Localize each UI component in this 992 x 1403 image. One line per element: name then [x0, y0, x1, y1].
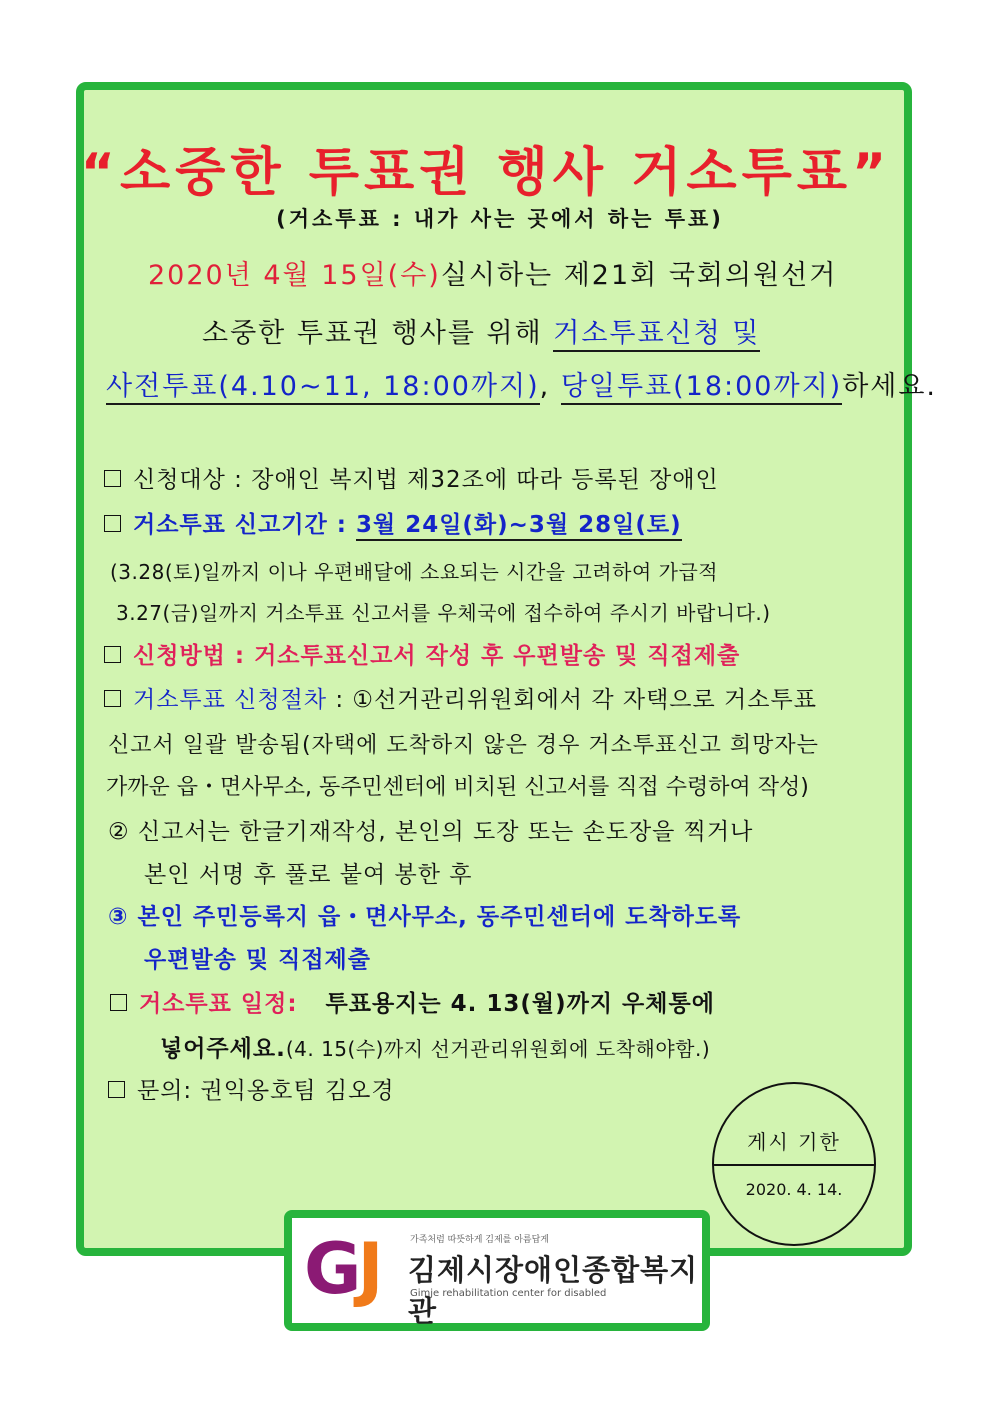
election-name: 실시하는 제21회 국회의원선거 [440, 260, 838, 291]
checkbox-icon [104, 515, 121, 532]
contact-text: 문의: 권익옹호팀 김오경 [137, 1078, 395, 1104]
early-vote-link: 사전투표(4.10~11, 18:00까지) [106, 371, 540, 405]
intro-separator: , [539, 371, 561, 402]
schedule-label: 거소투표 일정: [139, 991, 298, 1017]
schedule-request: 넣어주세요. [160, 1036, 286, 1062]
step-2-line-1: ② 신고서는 한글기재작성, 본인의 도장 또는 손도장을 찍거나 [108, 819, 754, 845]
item-method [104, 637, 740, 670]
item-period [104, 506, 682, 539]
step-2-line-2: 본인 서명 후 풀로 붙여 봉한 후 [144, 862, 473, 888]
intro-line-3 [106, 364, 937, 403]
item-process [104, 681, 817, 714]
poster-subtitle: (거소투표 : 내가 사는 곳에서 하는 투표) [276, 207, 724, 231]
welfare-center-logo [284, 1210, 710, 1331]
logo-tagline: 가족처럼 따뜻하게 김제를 아름답게 [410, 1235, 549, 1245]
intro-ending: 하세요. [842, 371, 938, 402]
period-note-2: 3.27(금)일까지 거소투표 신고서를 우체국에 접수하여 주시기 바랍니다.) [116, 601, 771, 625]
posting-deadline-stamp [712, 1082, 876, 1246]
method-text: 신청방법 : 거소투표신고서 작성 후 우편발송 및 직접제출 [133, 643, 741, 669]
intro-line-2 [202, 311, 760, 350]
process-line-3: 가까운 읍・면사무소, 동주민센터에 비치된 신고서를 직접 수령하여 작성) [106, 775, 809, 800]
intro-text: 소중한 투표권 행사를 위해 [202, 318, 554, 349]
stamp-label: 게시 기한 [747, 1130, 841, 1154]
election-date: 2020년 4월 15일(수) [148, 260, 441, 291]
item-target [104, 461, 719, 494]
process-label: 거소투표 신청절차 [133, 687, 328, 713]
step-3-line-2: 우편발송 및 직접제출 [144, 947, 371, 973]
gj-logo-mark: GJ [304, 1228, 380, 1310]
period-value: 3월 24일(화)~3월 28일(토) [356, 512, 682, 541]
period-label: 거소투표 신고기간 : [133, 512, 356, 538]
checkbox-icon [110, 994, 127, 1011]
process-line-2: 신고서 일괄 발송됨(자택에 도착하지 않은 경우 거소투표신고 희망자는 [108, 733, 819, 758]
checkbox-icon [104, 470, 121, 487]
checkbox-icon [104, 646, 121, 663]
checkbox-icon [104, 690, 121, 707]
step-3-line-1: ③ 본인 주민등록지 읍・면사무소, 동주민센터에 도착하도록 [108, 904, 742, 930]
stamp-date: 2020. 4. 14. [745, 1180, 843, 1199]
absentee-apply-link: 거소투표신청 및 [553, 318, 760, 352]
poster-title: “소중한 투표권 행사 거소투표” [80, 143, 892, 203]
election-day-link: 당일투표(18:00까지) [561, 371, 842, 405]
period-note-1: (3.28(토)일까지 이나 우편배달에 소요되는 시간을 고려하여 가급적 [110, 560, 719, 584]
logo-name: 김제시장애인종합복지관 [408, 1253, 699, 1328]
target-text: 신청대상 : 장애인 복지법 제32조에 따라 등록된 장애인 [133, 467, 719, 493]
stamp-divider [714, 1164, 874, 1166]
schedule-note: (4. 15(수)까지 선거관리위원회에 도착해야함.) [285, 1037, 711, 1061]
schedule-line-2 [160, 1030, 710, 1063]
process-step-1: : ①선거관리위원회에서 각 자택으로 거소투표 [327, 687, 817, 713]
checkbox-icon [108, 1081, 125, 1098]
intro-line-1 [148, 253, 837, 292]
item-schedule [110, 985, 715, 1018]
logo-english-name: Gimje rehabilitation center for disabled [410, 1288, 607, 1299]
item-contact [108, 1072, 395, 1105]
schedule-deadline: 투표용지는 4. 13(월)까지 우체통에 [325, 991, 715, 1017]
